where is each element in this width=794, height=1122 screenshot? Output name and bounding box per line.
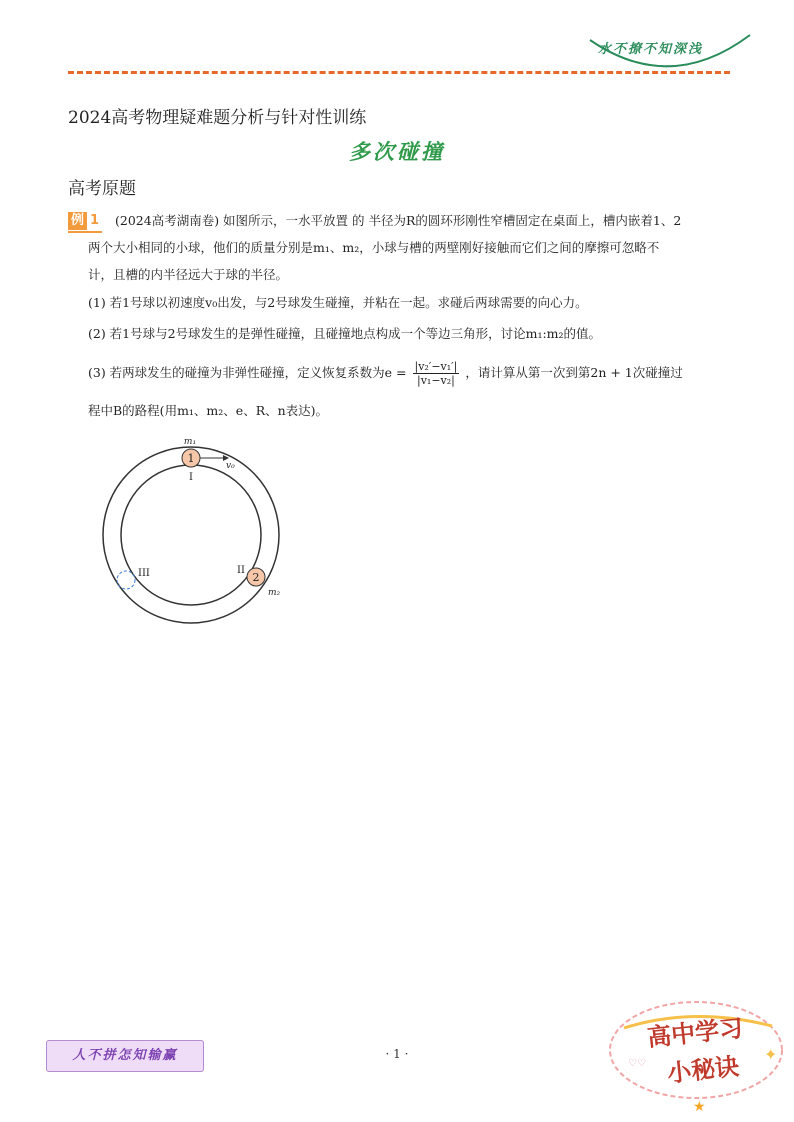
label-I: I <box>189 472 193 483</box>
question-3-suffix: ，请计算从第一次到第2n + 1次碰撞过 <box>465 365 683 380</box>
footer-motto: 人不拼怎知输赢 <box>46 1040 204 1072</box>
question-2: (2) 若1号球与2号球发生的是弹性碰撞，且碰撞地点构成一个等边三角形，讨论m₁:m₂的值。 <box>88 326 602 341</box>
study-tips-badge <box>604 998 790 1118</box>
label-III: III <box>138 568 150 579</box>
page-number: · 1 · <box>385 1047 409 1061</box>
sparkle-icon: ✦ <box>764 1045 778 1064</box>
label-v0: v₀ <box>226 461 235 471</box>
header-divider <box>68 71 730 74</box>
example-badge: 例 <box>68 212 87 230</box>
star-icon: ★ <box>693 1099 706 1115</box>
problem-line-3: 计，且槽的内半径远大于球的半径。 <box>88 267 289 282</box>
ball-2-label: 2 <box>252 571 260 584</box>
fraction-denominator: |v₁−v₂| <box>417 374 455 387</box>
badge-line-2: 小秘诀 <box>665 1052 741 1088</box>
heart-icon: ♡♡ <box>628 1058 646 1069</box>
label-m2: m₂ <box>268 588 281 598</box>
document-subtitle: 多次碰撞 <box>349 139 445 164</box>
badge-line-1: 高中学习 <box>645 1014 745 1052</box>
document-title: 2024高考物理疑难题分析与针对性训练 <box>68 108 367 128</box>
question-3 <box>88 360 738 387</box>
question-1: (1) 若1号球以初速度v₀出发，与2号球发生碰撞，并粘在一起。求碰后两球需要的向心力。 <box>88 295 588 310</box>
label-II: II <box>237 565 245 576</box>
question-3-line-2: 程中B的路程(用m₁、m₂、e、R、n表达)。 <box>88 403 329 418</box>
header-motto: 水不撩不知深浅 <box>598 42 704 57</box>
ball-1-label: 1 <box>187 452 195 465</box>
ring-figure <box>95 430 295 630</box>
example-underline <box>68 231 102 233</box>
label-m1: m₁ <box>183 437 197 447</box>
section-heading: 高考原题 <box>68 179 136 199</box>
example-number: 1 <box>90 213 100 228</box>
restitution-fraction <box>413 360 460 387</box>
question-3-prefix: (3) 若两球发生的碰撞为非弹性碰撞，定义恢复系数为e = <box>88 365 407 380</box>
problem-line-1: (2024高考湖南卷) 如图所示，一水平放置 的 半径为R的圆环形刚性窄槽固定在桌面上，槽内嵌着1、2 <box>115 213 682 228</box>
fraction-numerator: |v₂′−v₁′| <box>414 360 458 373</box>
inner-ring <box>121 465 261 605</box>
problem-line-2: 两个大小相同的小球，他们的质量分别是m₁、m₂，小球与槽的两壁刚好接触而它们之间的摩擦可忽略不 <box>88 240 660 255</box>
